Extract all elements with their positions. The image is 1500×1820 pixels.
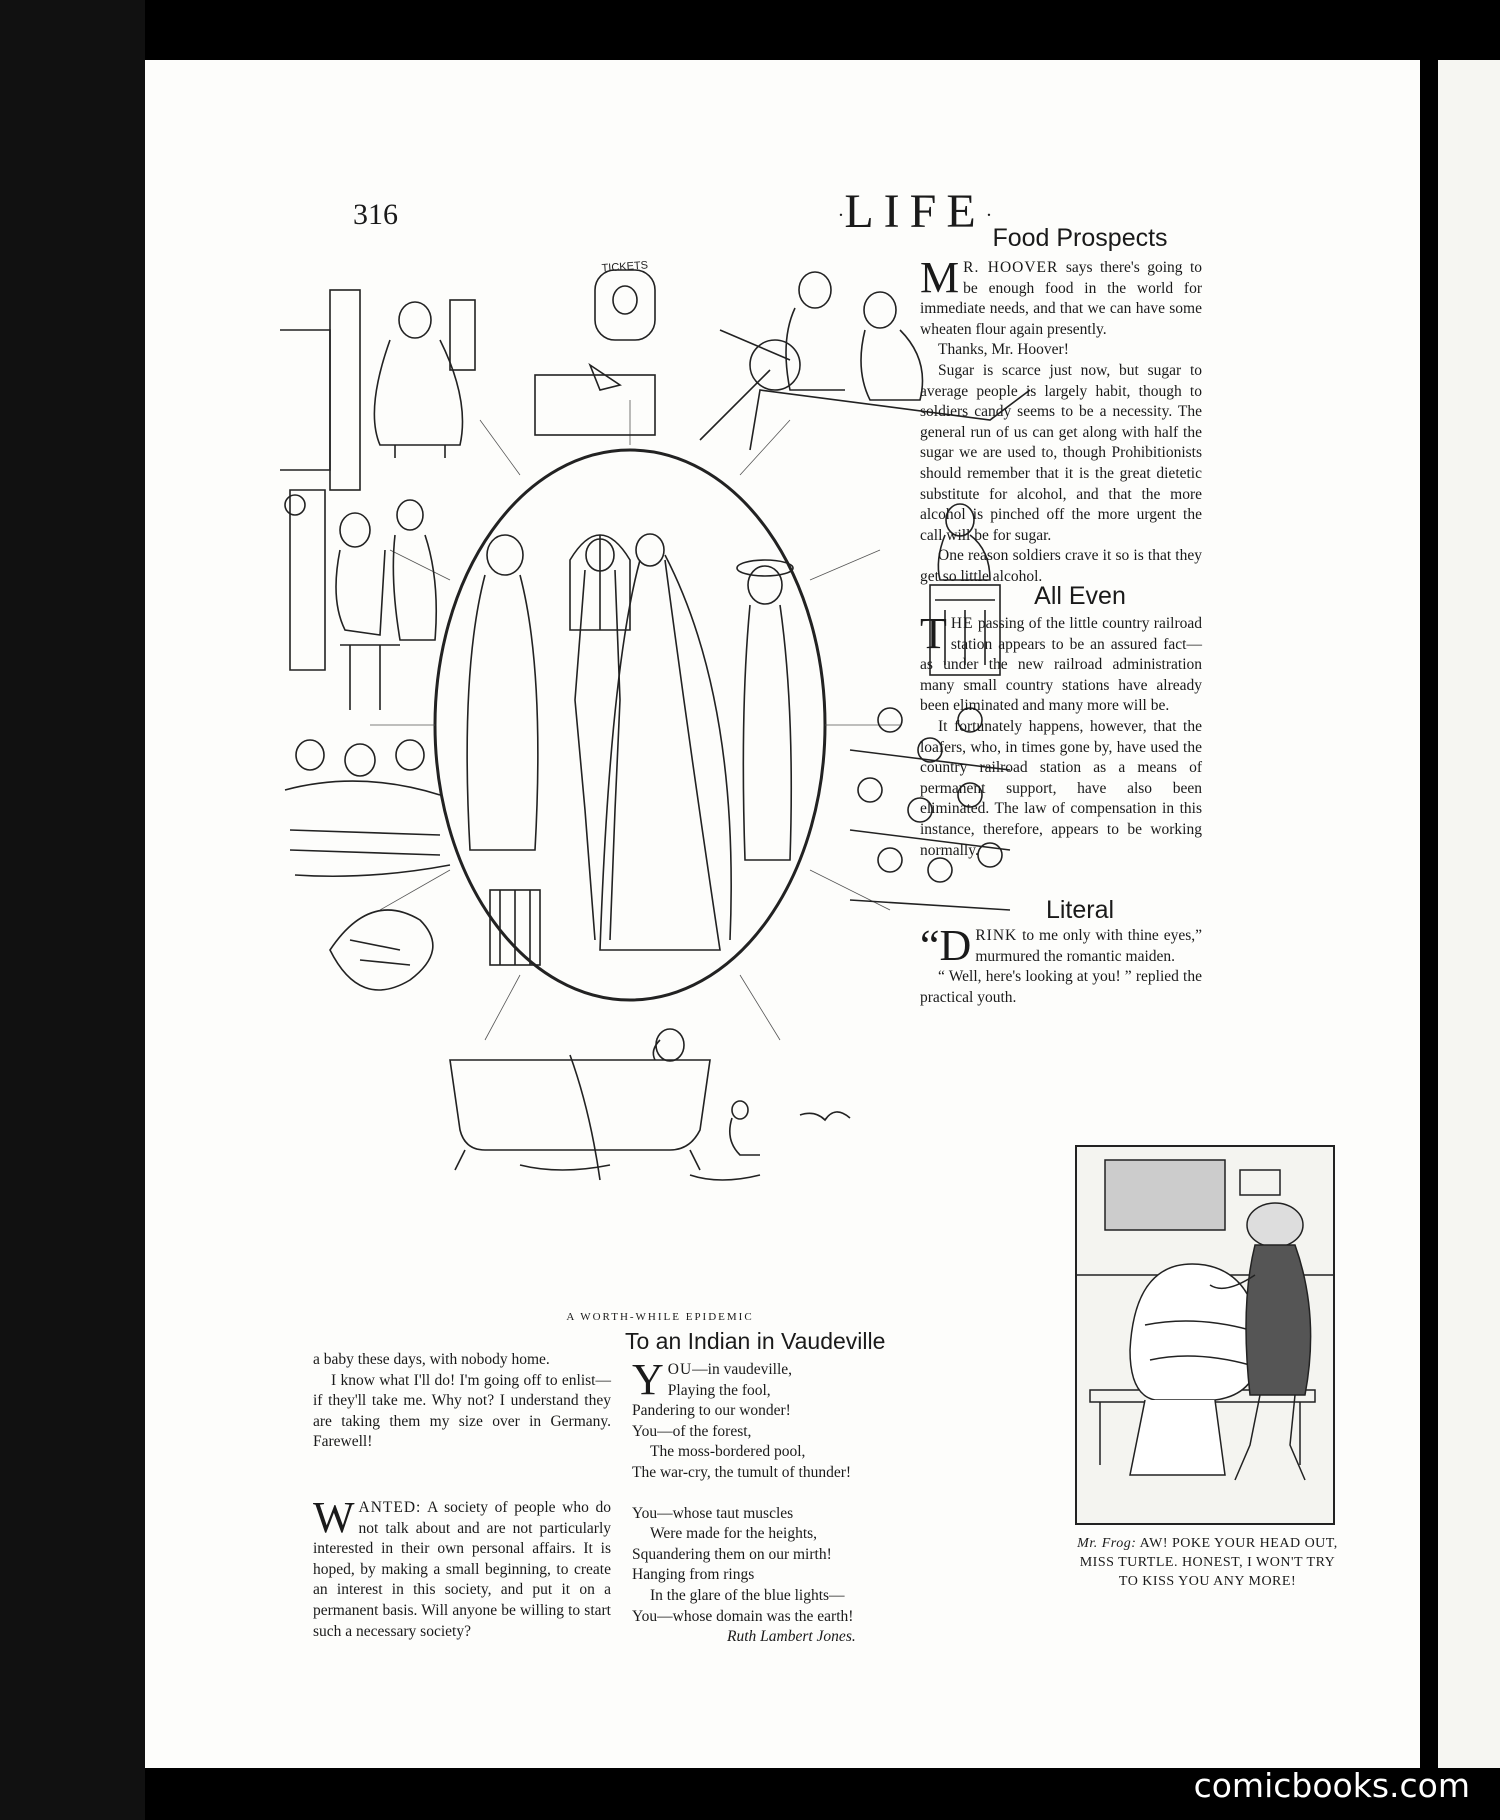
continued-p2: I know what I'll do! I'm going off to enlist—if they'll take me. Why not? I understand they are taking them my size over in Germany. Farewell! [313, 1371, 611, 1451]
all-even-article [920, 609, 1202, 861]
clergyman [467, 535, 538, 850]
frog-cartoon-caption [1075, 1534, 1340, 1591]
poem-line: Were made for the heights, [650, 1525, 818, 1543]
poem-line: The war-cry, the tumult of thunder! [632, 1463, 852, 1481]
drop-cap: T [920, 609, 947, 658]
page-number: 316 [353, 198, 398, 231]
poem-line: Playing the fool, [667, 1381, 771, 1399]
drop-cap: “D [920, 921, 972, 970]
all-even-heading: All Even [1034, 582, 1126, 610]
turtle-shell [1130, 1264, 1260, 1400]
food-prospects-p2: Thanks, Mr. Hoover! [938, 341, 1069, 359]
food-prospects-p4: One reason soldiers crave it so is that they get so little alcohol. [920, 547, 1202, 585]
church-window [570, 535, 630, 630]
wanted-p1: WANTED: A society of people who do not talk about and are not particularly interested in their own personal affairs. It is hoped, by making a small beginning, to create an interest in this society, and put it on a permanent basis. Will anyone be willing to start such a necessary society? [313, 1493, 611, 1640]
food-prospects-p3: Sugar is scarce just now, but sugar to average people is largely habit, though to soldiers candy seems to be a necessity. The general run of us can get along with half the sugar we are used to, though Prohibitionists should remember that it is the great dietetic substitute for alcohol, and that the more alcohol is pinched off the more urgent the call will be for sugar. [920, 361, 1202, 544]
baby-cushion-scene [330, 910, 433, 990]
food-prospects-p1: M R. HOOVER says there's going to be enough food in the world for immediate needs, and that we can have some wheaten flour again presently. [920, 253, 1203, 338]
scan-border-left [0, 0, 145, 1820]
pianist-scene [285, 490, 436, 710]
frog-turtle-cartoon [1075, 1145, 1335, 1525]
sewing-woman-scene [280, 290, 475, 490]
illustration-caption: A WORTH-WHILE EPIDEMIC [566, 1311, 754, 1323]
radiating-lines [370, 400, 900, 1040]
frog-head [1247, 1203, 1303, 1247]
center-oval-frame [435, 450, 825, 1000]
ticket-sign-label: TICKETS [601, 259, 649, 275]
continued-article [313, 1350, 611, 1453]
bathtub-scene [450, 1029, 760, 1180]
poem-line: Squandering them on our mirth! [632, 1545, 832, 1563]
stanza-break [632, 1484, 922, 1504]
poem-line: You—whose domain was the earth! [632, 1607, 854, 1625]
drop-cap: W [313, 1493, 355, 1542]
literal-p1: “D RINK to me only with thine eyes,” murmured the romantic maiden. [920, 921, 1202, 970]
poem-line: You—whose taut muscles [632, 1504, 794, 1522]
wanted-article [313, 1493, 611, 1642]
poem-author: Ruth Lambert Jones. [727, 1628, 856, 1646]
artist-signature [800, 1112, 850, 1120]
theater-audience-left [285, 740, 450, 876]
masthead-title: LIFE [844, 185, 986, 238]
caption-line: AW! POKE YOUR HEAD OUT, MISS TURTLE. HONEST, I WON'T TRY TO KISS YOU ANY MORE! [1079, 1536, 1338, 1589]
literal-article [920, 921, 1202, 1008]
poem-line: In the glare of the blue lights— [650, 1586, 845, 1604]
literal-p2: “ Well, here's looking at you! ” replied the practical youth. [920, 968, 1202, 1006]
site-watermark: comicbooks.com [1193, 1766, 1470, 1805]
poem-title: To an Indian in Vaudeville [625, 1328, 886, 1354]
masthead: ·LIFE· [837, 185, 993, 238]
drop-cap: M [920, 253, 960, 302]
drop-cap: Y [632, 1355, 664, 1404]
poem-line: Pandering to our wonder! [632, 1402, 791, 1420]
all-even-p1: THE passing of the little country railroad station appears to be an assured fact—as under the new railroad administration many small country stations have already been eliminated and many more will be. [920, 609, 1202, 715]
continued-p1: a baby these days, with nobody home. [313, 1351, 550, 1368]
poem-body [632, 1355, 922, 1648]
bridesmaid [737, 560, 793, 860]
food-prospects-article [920, 253, 1203, 588]
food-prospects-heading: Food Prospects [992, 224, 1168, 252]
poem-line: You—of the forest, [632, 1422, 752, 1440]
literal-heading: Literal [1045, 896, 1115, 924]
caption-speaker: Mr. Frog: [1077, 1536, 1137, 1551]
poem-line: Hanging from rings [632, 1566, 755, 1584]
poem-line: The moss-bordered pool, [650, 1443, 806, 1461]
wedding-couple [575, 534, 731, 950]
frog-body [1246, 1245, 1311, 1395]
wall-painting [1105, 1160, 1225, 1230]
poem-first-line: YOU—in vaudeville, [632, 1355, 793, 1404]
magazine-page [145, 60, 1420, 1768]
all-even-p2: It fortunately happens, however, that the loafers, who, in times gone by, have used the country railroad station as a means of permanent support, have also been eliminated. The law of compensation in this instance, therefore, appears to be working normally. [920, 717, 1202, 859]
adjacent-page-edge [1438, 60, 1500, 1768]
ticket-booth [535, 270, 655, 435]
